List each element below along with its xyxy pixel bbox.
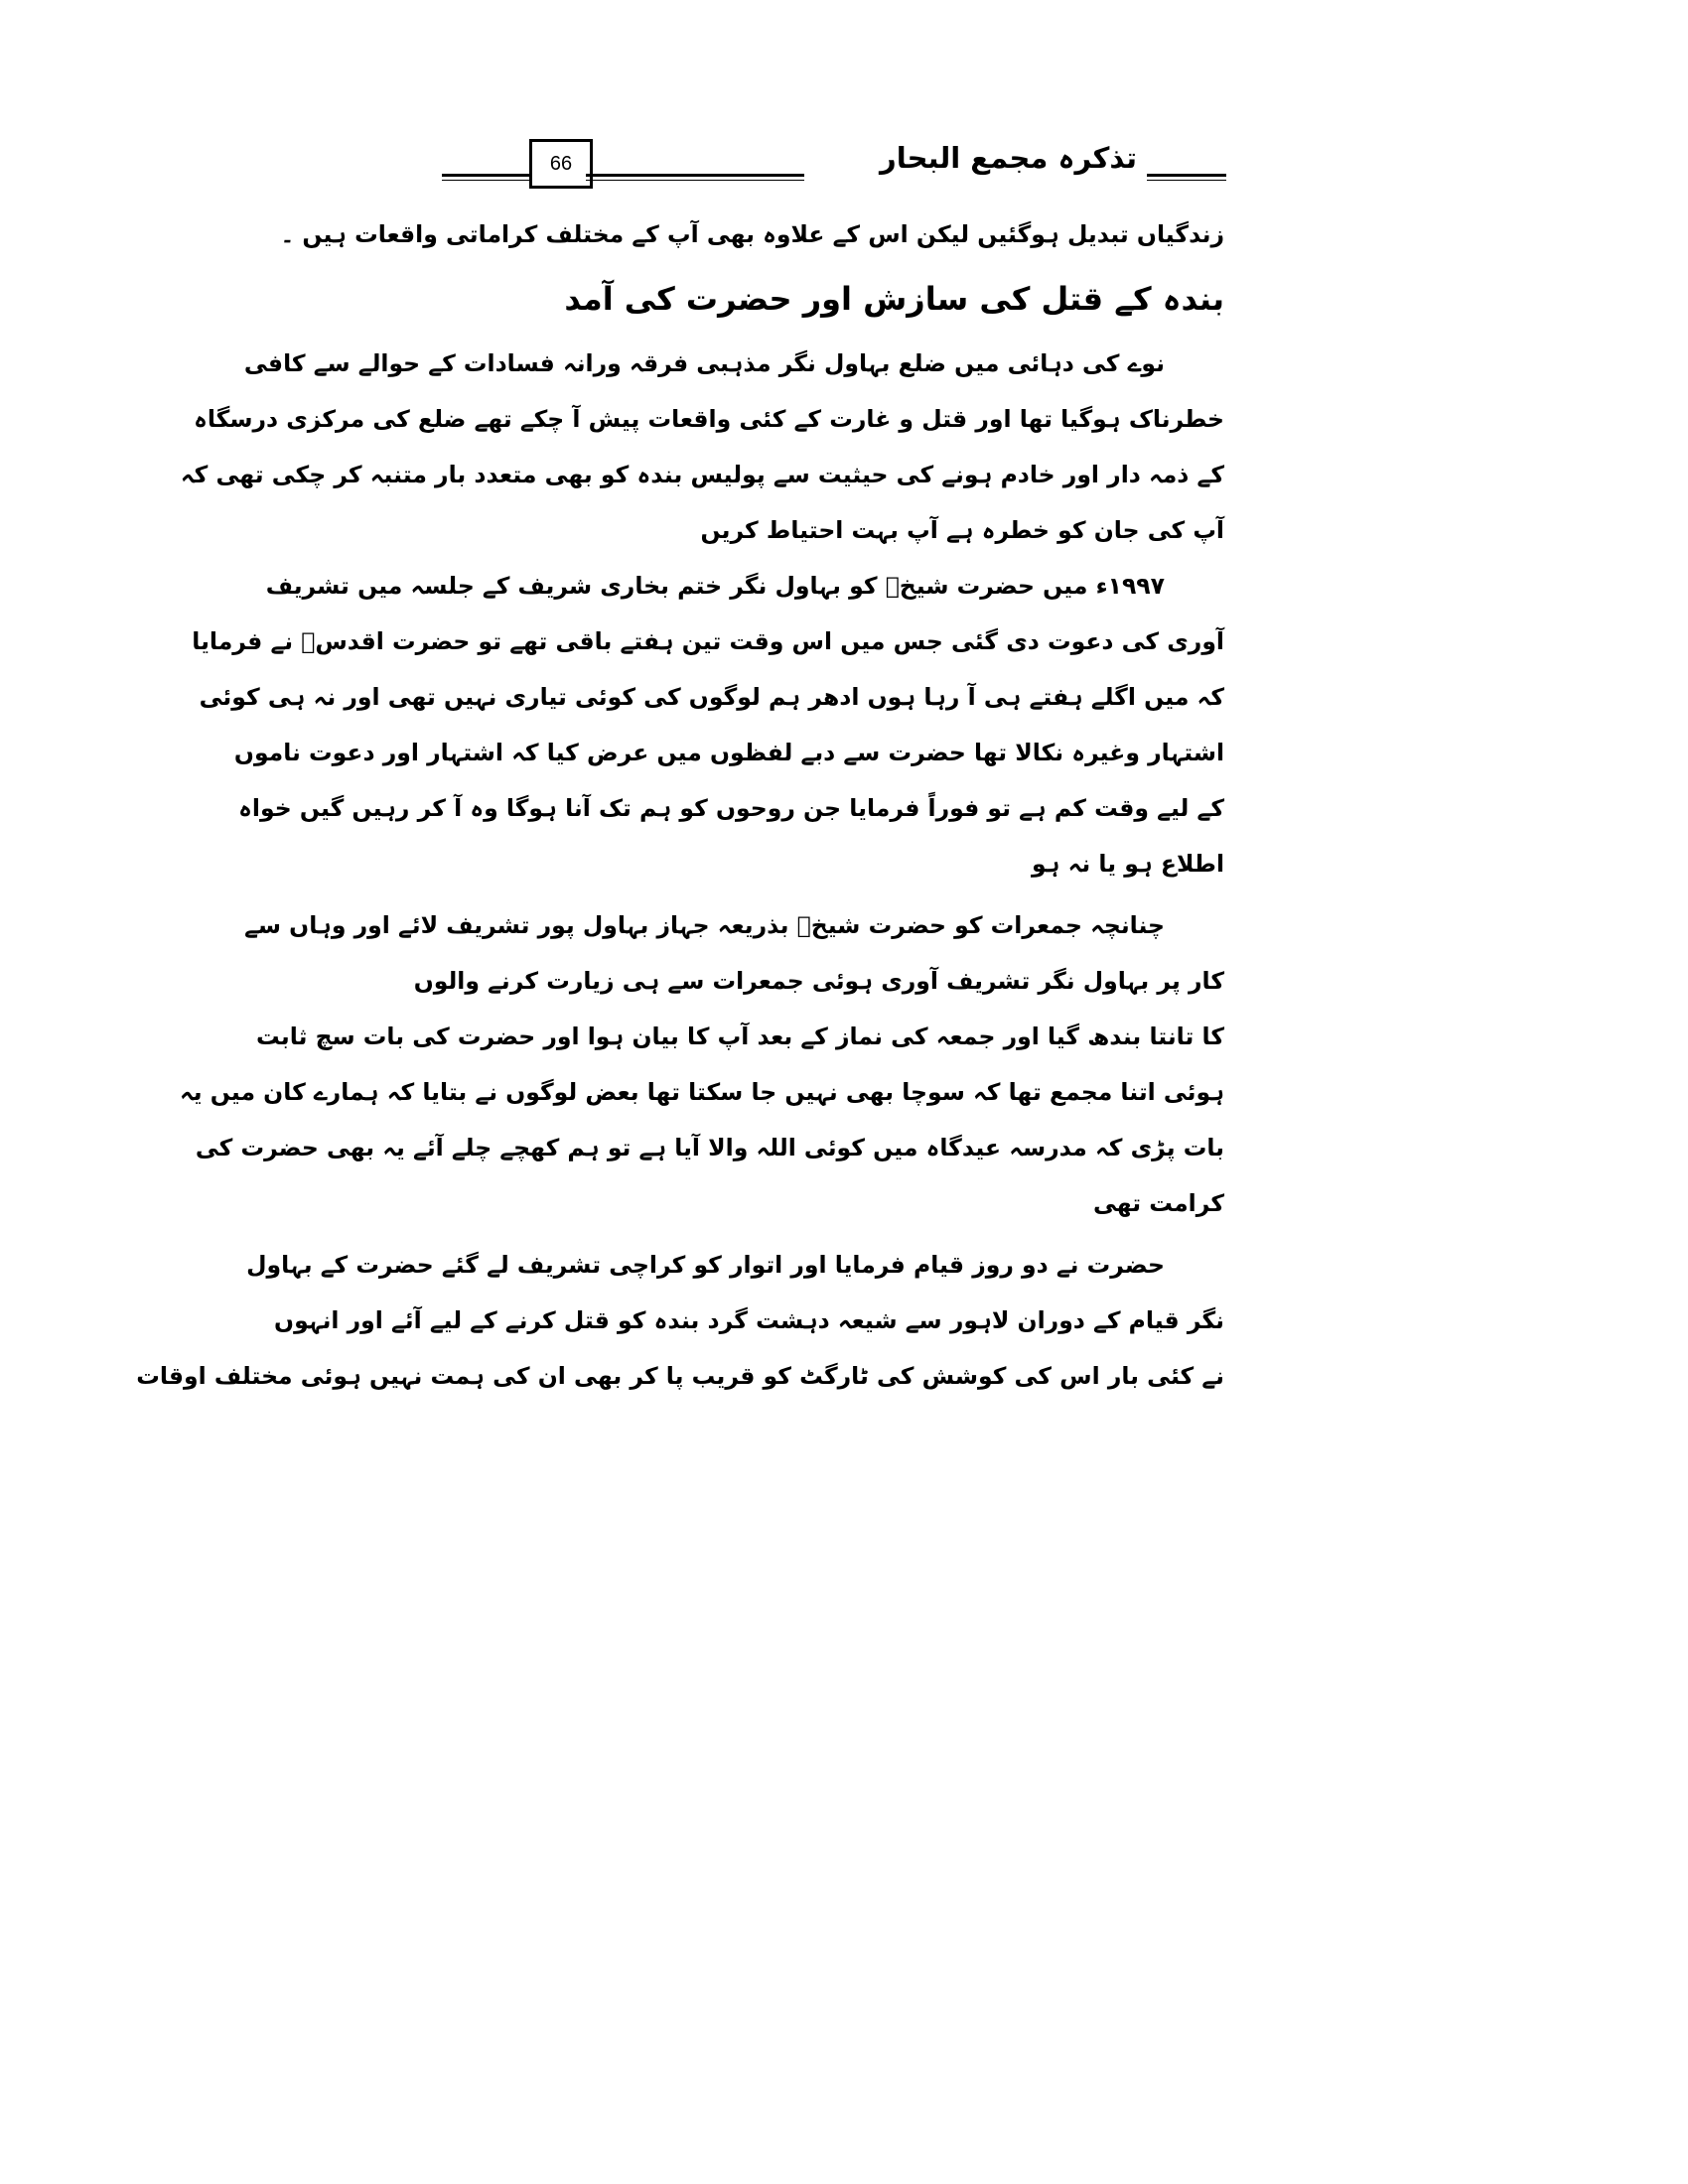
text-line: نوے کی دہائی میں ضلع بہاول نگر مذہبی فرقہ ورانہ فسادات کے حوالے سے کافی xyxy=(243,349,1165,377)
text-line: کرامت تھی xyxy=(1092,1189,1224,1217)
section-heading: بندہ کے قتل کی سازش اور حضرت کی آمد xyxy=(564,280,1224,318)
body-text xyxy=(136,206,1224,1404)
text-line: چنانچہ جمعرات کو حضرت شیخؒ بذریعہ جہاز بہاول پور تشریف لائے اور وہاں سے xyxy=(244,911,1165,939)
text-line: کا تانتا بندھ گیا اور جمعہ کی نماز کے بعد آپ کا بیان ہوا اور حضرت کی بات سچ ثابت xyxy=(256,1023,1224,1050)
text-line: خطرناک ہوگیا تھا اور قتل و غارت کے کئی واقعات پیش آ چکے تھے ضلع کی مرکزی درسگاہ xyxy=(194,405,1224,433)
intro-line: زندگیاں تبدیل ہوگئیں لیکن اس کے علاوہ بھی آپ کے مختلف کراماتی واقعات ہیں ۔ xyxy=(280,220,1224,248)
text-line: اشتہار وغیرہ نکالا تھا حضرت سے دبے لفظوں میں عرض کیا کہ اشتہار اور دعوت ناموں xyxy=(233,739,1224,766)
text-line: کار پر بہاول نگر تشریف آوری ہوئی جمعرات سے ہی زیارت کرنے والوں xyxy=(413,967,1224,995)
text-line: کے ذمہ دار اور خادم ہونے کی حیثیت سے پولیس بندہ کو بھی متعدد بار متنبہ کر چکی تھی کہ xyxy=(180,461,1224,488)
text-line: آپ کی جان کو خطرہ ہے آپ بہت احتیاط کریں xyxy=(700,516,1224,544)
text-line: کے لیے وقت کم ہے تو فوراً فرمایا جن روحوں کو ہم تک آنا ہوگا وہ آ کر رہیں گیں خواہ xyxy=(238,794,1224,822)
text-line: اطلاع ہو یا نہ ہو xyxy=(1031,850,1224,878)
text-line: ۱۹۹۷ء میں حضرت شیخؒ کو بہاول نگر ختم بخاری شریف کے جلسہ میں تشریف xyxy=(265,572,1165,600)
paragraph-2 xyxy=(192,558,1224,891)
page-number-box xyxy=(529,139,593,189)
text-line: کہ میں اگلے ہفتے ہی آ رہا ہوں ادھر ہم لوگوں کی کوئی تیاری نہیں تھی اور نہ ہی کوئی xyxy=(199,683,1224,711)
book-title: تذکرہ مجمع البحار xyxy=(880,141,1137,175)
header-rule-right xyxy=(1147,174,1226,181)
paragraph-1 xyxy=(180,336,1224,558)
running-header xyxy=(442,139,1226,189)
text-line: نگر قیام کے دوران لاہور سے شیعہ دہشت گرد بندہ کو قتل کرنے کے لیے آئے اور انہوں xyxy=(274,1306,1224,1334)
paragraph-4 xyxy=(136,1237,1224,1404)
text-line: بات پڑی کہ مدرسہ عیدگاہ میں کوئی اللہ والا آیا ہے تو ہم کھچے چلے آئے یہ بھی حضرت کی xyxy=(195,1134,1224,1161)
text-line: نے کئی بار اس کی کوشش کی ٹارگٹ کو قریب پا کر بھی ان کی ہمت نہیں ہوئی مختلف اوقات xyxy=(136,1362,1224,1390)
header-rule-left xyxy=(442,174,531,181)
text-line: ہوئی اتنا مجمع تھا کہ سوچا بھی نہیں جا سکتا تھا بعض لوگوں نے بتایا کہ ہمارے کان میں یہ xyxy=(179,1078,1224,1106)
text-line: آوری کی دعوت دی گئی جس میں اس وقت تین ہفتے باقی تھے تو حضرت اقدسؒ نے فرمایا xyxy=(192,627,1224,655)
paragraph-3 xyxy=(179,897,1224,1231)
header-rule-middle xyxy=(586,174,804,181)
page-number: 66 xyxy=(549,152,573,175)
text-line: حضرت نے دو روز قیام فرمایا اور اتوار کو کراچی تشریف لے گئے حضرت کے بہاول xyxy=(246,1251,1165,1279)
